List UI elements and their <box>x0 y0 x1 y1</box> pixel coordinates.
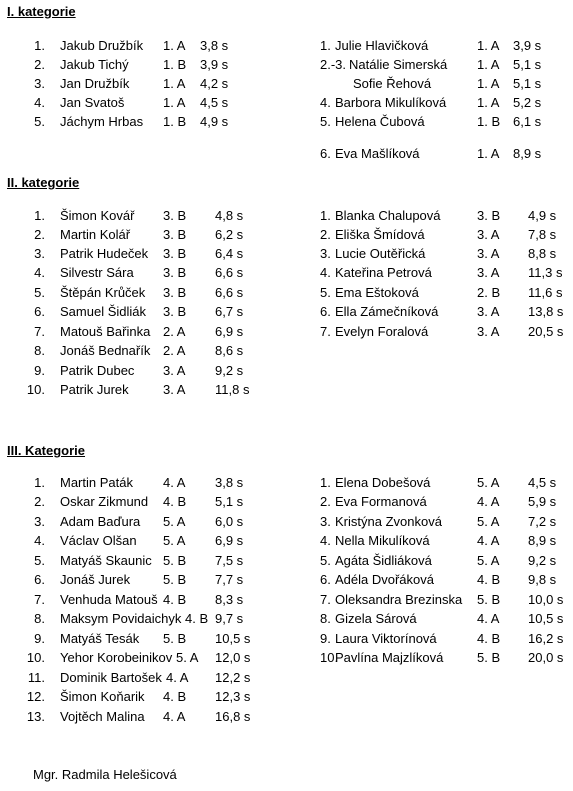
class-label: 5. A <box>176 650 199 665</box>
time-value: 9,2 s <box>215 363 244 378</box>
girls-result-row <box>0 145 573 163</box>
class-label: 3. B <box>163 265 187 280</box>
boys-result-row <box>0 362 300 380</box>
time-value: 16,2 s <box>528 631 564 646</box>
athlete-name: Štěpán Krůček <box>60 285 146 300</box>
rank: 2. <box>34 57 45 72</box>
rank: 11. <box>27 670 45 685</box>
time-value: 6,7 s <box>215 304 244 319</box>
athlete-name: Eva Mašlíková <box>335 146 420 161</box>
time-value: 11,3 s <box>528 265 563 280</box>
class-label: 1. A <box>477 76 500 91</box>
athlete-name: Nella Mikulíková <box>335 533 430 548</box>
class-label: 4. A <box>477 494 500 509</box>
girls-result-row <box>0 226 573 244</box>
rank: 10. <box>26 650 45 665</box>
time-value: 5,1 s <box>513 76 542 91</box>
athlete-name: Matyáš Tesák <box>60 631 140 646</box>
rank: 7. <box>320 324 331 339</box>
athlete-name: Silvestr Sára <box>60 265 134 280</box>
class-label: 3. A <box>477 227 500 242</box>
time-value: 4,5 s <box>200 95 229 110</box>
time-value: 4,5 s <box>528 475 557 490</box>
time-value: 6,0 s <box>215 514 244 529</box>
athlete-name: Helena Čubová <box>335 114 425 129</box>
athlete-name: Maksym Povidaichyk <box>60 611 182 626</box>
category-heading: III. Kategorie <box>7 443 86 458</box>
athlete-name: Oskar Zikmund <box>60 494 149 509</box>
rank: 7. <box>34 592 45 607</box>
rank: 8. <box>320 611 331 626</box>
rank: 3. <box>34 76 45 91</box>
athlete-name: Jakub Tichý <box>60 57 129 72</box>
girls-result-row <box>0 649 573 667</box>
athlete-name: Eliška Šmídová <box>335 227 425 242</box>
time-value: 10,5 s <box>528 611 564 626</box>
class-label: 5. A <box>163 514 186 529</box>
rank: 8. <box>34 611 45 626</box>
rank: 9. <box>320 631 331 646</box>
class-label: 4. B <box>163 689 187 704</box>
athlete-name: Gizela Sárová <box>335 611 417 626</box>
time-value: 8,6 s <box>215 343 244 358</box>
time-value: 4,9 s <box>200 114 229 129</box>
rank: 6. <box>320 146 331 161</box>
class-label: 5. A <box>477 553 500 568</box>
class-label: 3. A <box>163 363 186 378</box>
class-label: 5. B <box>163 553 187 568</box>
athlete-name: Evelyn Foralová <box>335 324 429 339</box>
rank: 4. <box>320 265 331 280</box>
girls-result-row <box>0 75 573 93</box>
signature: Mgr. Radmila Helešicová <box>33 767 177 782</box>
category-heading: I. kategorie <box>7 4 76 19</box>
time-value: 6,9 s <box>215 324 244 339</box>
girls-result-row <box>0 513 573 531</box>
athlete-name: Kateřina Petrová <box>335 265 432 280</box>
rank: 2. <box>34 494 45 509</box>
athlete-name: Václav Olšan <box>60 533 137 548</box>
class-label: 2. B <box>477 285 501 300</box>
class-label: 1. A <box>163 38 186 53</box>
rank: 12. <box>26 689 45 704</box>
athlete-name: Vojtěch Malina <box>60 709 145 724</box>
class-label: 4. A <box>477 533 500 548</box>
rank: 4. <box>34 265 45 280</box>
class-label: 2. A <box>163 343 186 358</box>
athlete-name: Kristýna Zvonková <box>335 514 442 529</box>
class-label: 2. A <box>163 324 186 339</box>
class-label: 4. B <box>477 572 501 587</box>
time-value: 5,1 s <box>513 57 542 72</box>
girls-result-row <box>0 552 573 570</box>
girls-result-row <box>0 37 573 55</box>
athlete-name: Natálie Simerská <box>349 57 448 72</box>
class-label: 3. B <box>163 227 187 242</box>
athlete-name: Adéla Dvořáková <box>335 572 434 587</box>
rank: 4. <box>34 533 45 548</box>
athlete-name: Matouš Bařinka <box>60 324 151 339</box>
class-label: 4. A <box>477 611 500 626</box>
class-label: 5. A <box>477 475 500 490</box>
athlete-name: Sofie Řehová <box>353 76 432 91</box>
rank: 1. <box>320 38 331 53</box>
athlete-name: Julie Hlavičková <box>335 38 429 53</box>
rank: 4. <box>34 95 45 110</box>
boys-result-row <box>0 688 300 706</box>
rank: 5. <box>320 553 331 568</box>
class-label: 3. B <box>163 208 187 223</box>
rank: 1. <box>320 208 331 223</box>
girls-result-row <box>0 493 573 511</box>
time-value: 8,9 s <box>513 146 542 161</box>
class-label: 3. A <box>477 265 500 280</box>
athlete-name: Patrik Jurek <box>60 382 129 397</box>
time-value: 10,0 s <box>528 592 564 607</box>
athlete-name: Barbora Mikulíková <box>335 95 447 110</box>
time-value: 3,9 s <box>513 38 542 53</box>
rank: 5. <box>34 553 45 568</box>
time-value: 7,8 s <box>528 227 557 242</box>
class-label: 3. A <box>477 246 500 261</box>
rank: 5. <box>320 285 331 300</box>
rank: 2. <box>34 227 45 242</box>
girls-result-row <box>0 323 573 341</box>
athlete-name: Jan Družbík <box>60 76 130 91</box>
class-label: 5. A <box>163 533 186 548</box>
class-label: 5. B <box>477 650 501 665</box>
class-label: 4. B <box>185 611 209 626</box>
girls-result-row <box>0 56 573 74</box>
boys-result-row <box>0 381 300 399</box>
athlete-name: Patrik Dubec <box>60 363 135 378</box>
time-value: 8,9 s <box>528 533 557 548</box>
rank: 1. <box>34 475 45 490</box>
rank: 9. <box>34 631 45 646</box>
time-value: 6,1 s <box>513 114 542 129</box>
athlete-name: Blanka Chalupová <box>335 208 441 223</box>
rank: 1. <box>34 38 45 53</box>
girls-result-row <box>0 630 573 648</box>
time-value: 12,2 s <box>215 670 251 685</box>
time-value: 6,6 s <box>215 285 244 300</box>
time-value: 5,1 s <box>215 494 244 509</box>
class-label: 5. B <box>163 631 187 646</box>
rank: 6. <box>34 304 45 319</box>
rank: 5. <box>34 114 45 129</box>
time-value: 4,9 s <box>528 208 557 223</box>
class-label: 1. A <box>477 146 500 161</box>
rank: 1. <box>320 475 331 490</box>
time-value: 7,2 s <box>528 514 557 529</box>
athlete-name: Patrik Hudeček <box>60 246 149 261</box>
rank: 5. <box>34 285 45 300</box>
athlete-name: Ema Eštoková <box>335 285 419 300</box>
rank: 6. <box>34 572 45 587</box>
category-heading: II. kategorie <box>7 175 80 190</box>
class-label: 4. B <box>477 631 501 646</box>
athlete-name: Samuel Šidliák <box>60 304 146 319</box>
time-value: 12,0 s <box>215 650 251 665</box>
class-label: 4. A <box>163 475 186 490</box>
time-value: 10,5 s <box>215 631 251 646</box>
time-value: 4,8 s <box>215 208 244 223</box>
rank: 2.-3. <box>320 57 347 72</box>
time-value: 6,6 s <box>215 265 244 280</box>
rank: 9. <box>34 363 45 378</box>
time-value: 5,9 s <box>528 494 557 509</box>
athlete-name: Eva Formanová <box>335 494 427 509</box>
class-label: 5. B <box>477 592 501 607</box>
rank: 6. <box>320 304 331 319</box>
rank: 2. <box>320 227 331 242</box>
class-label: 1. A <box>477 95 500 110</box>
time-value: 5,2 s <box>513 95 542 110</box>
time-value: 3,8 s <box>200 38 229 53</box>
class-label: 3. B <box>163 246 187 261</box>
class-label: 3. B <box>163 304 187 319</box>
athlete-name: Jonáš Jurek <box>60 572 131 587</box>
time-value: 20,0 s <box>528 650 564 665</box>
rank: 4. <box>320 533 331 548</box>
class-label: 5. B <box>163 572 187 587</box>
class-label: 3. A <box>477 304 500 319</box>
rank: 4. <box>320 95 331 110</box>
rank: 3. <box>320 246 331 261</box>
time-value: 8,3 s <box>215 592 244 607</box>
athlete-name: Jonáš Bednařík <box>60 343 151 358</box>
girls-result-row <box>0 284 573 302</box>
rank: 13. <box>26 709 45 724</box>
rank: 10. <box>320 650 339 665</box>
time-value: 3,8 s <box>215 475 244 490</box>
athlete-name: Agáta Šidliáková <box>335 553 432 568</box>
girls-result-row <box>0 610 573 628</box>
time-value: 7,7 s <box>215 572 244 587</box>
time-value: 13,8 s <box>528 304 564 319</box>
class-label: 4. A <box>166 670 189 685</box>
class-label: 1. A <box>477 38 500 53</box>
rank: 1. <box>34 208 45 223</box>
time-value: 8,8 s <box>528 246 557 261</box>
athlete-name: Martin Kolář <box>60 227 131 242</box>
rank: 6. <box>320 572 331 587</box>
rank: 3. <box>320 514 331 529</box>
time-value: 20,5 s <box>528 324 564 339</box>
girls-result-row <box>0 245 573 263</box>
girls-result-row <box>0 571 573 589</box>
class-label: 4. A <box>163 709 186 724</box>
rank: 3. <box>34 246 45 261</box>
class-label: 1. A <box>163 95 186 110</box>
athlete-name: Martin Paták <box>60 475 133 490</box>
time-value: 6,2 s <box>215 227 244 242</box>
class-label: 5. A <box>477 514 500 529</box>
time-value: 6,9 s <box>215 533 244 548</box>
class-label: 1. A <box>163 76 186 91</box>
class-label: 1. B <box>163 57 187 72</box>
athlete-name: Pavlína Majzlíková <box>335 650 444 665</box>
girls-result-row <box>0 303 573 321</box>
rank: 7. <box>320 592 331 607</box>
class-label: 3. B <box>163 285 187 300</box>
athlete-name: Ella Zámečníková <box>335 304 439 319</box>
boys-result-row <box>0 669 300 687</box>
girls-result-row <box>0 591 573 609</box>
time-value: 7,5 s <box>215 553 244 568</box>
class-label: 4. B <box>163 494 187 509</box>
athlete-name: Matyáš Skaunic <box>60 553 152 568</box>
rank: 10. <box>26 382 45 397</box>
athlete-name: Jáchym Hrbas <box>60 114 144 129</box>
girls-result-row <box>0 94 573 112</box>
athlete-name: Šimon Koňarik <box>60 689 145 704</box>
athlete-name: Elena Dobešová <box>335 475 431 490</box>
class-label: 3. B <box>477 208 501 223</box>
time-value: 9,2 s <box>528 553 557 568</box>
time-value: 4,2 s <box>200 76 229 91</box>
class-label: 1. A <box>477 57 500 72</box>
class-label: 3. A <box>477 324 500 339</box>
boys-result-row <box>0 342 300 360</box>
class-label: 3. A <box>163 382 186 397</box>
athlete-name: Venhuda Matouš <box>60 592 158 607</box>
time-value: 9,8 s <box>528 572 557 587</box>
rank: 3. <box>34 514 45 529</box>
athlete-name: Šimon Kovář <box>60 208 135 223</box>
athlete-name: Laura Viktorínová <box>335 631 437 646</box>
athlete-name: Jan Svatoš <box>60 95 125 110</box>
girls-result-row <box>0 113 573 131</box>
class-label: 1. B <box>477 114 501 129</box>
class-label: 4. B <box>163 592 187 607</box>
athlete-name: Dominik Bartošek <box>60 670 162 685</box>
girls-result-row <box>0 207 573 225</box>
time-value: 16,8 s <box>215 709 251 724</box>
athlete-name: Jakub Družbík <box>60 38 144 53</box>
rank: 2. <box>320 494 331 509</box>
girls-result-row <box>0 264 573 282</box>
time-value: 9,7 s <box>215 611 244 626</box>
girls-result-row <box>0 474 573 492</box>
girls-result-row <box>0 532 573 550</box>
time-value: 11,6 s <box>528 285 563 300</box>
time-value: 3,9 s <box>200 57 229 72</box>
athlete-name: Lucie Outěřická <box>335 246 426 261</box>
time-value: 12,3 s <box>215 689 251 704</box>
boys-result-row <box>0 708 300 726</box>
athlete-name: Adam Baďura <box>60 514 141 529</box>
athlete-name: Yehor Korobeinikov <box>60 650 173 665</box>
rank: 8. <box>34 343 45 358</box>
time-value: 11,8 s <box>215 382 250 397</box>
athlete-name: Oleksandra Brezinska <box>335 592 463 607</box>
time-value: 6,4 s <box>215 246 244 261</box>
rank: 7. <box>34 324 45 339</box>
class-label: 1. B <box>163 114 187 129</box>
rank: 5. <box>320 114 331 129</box>
